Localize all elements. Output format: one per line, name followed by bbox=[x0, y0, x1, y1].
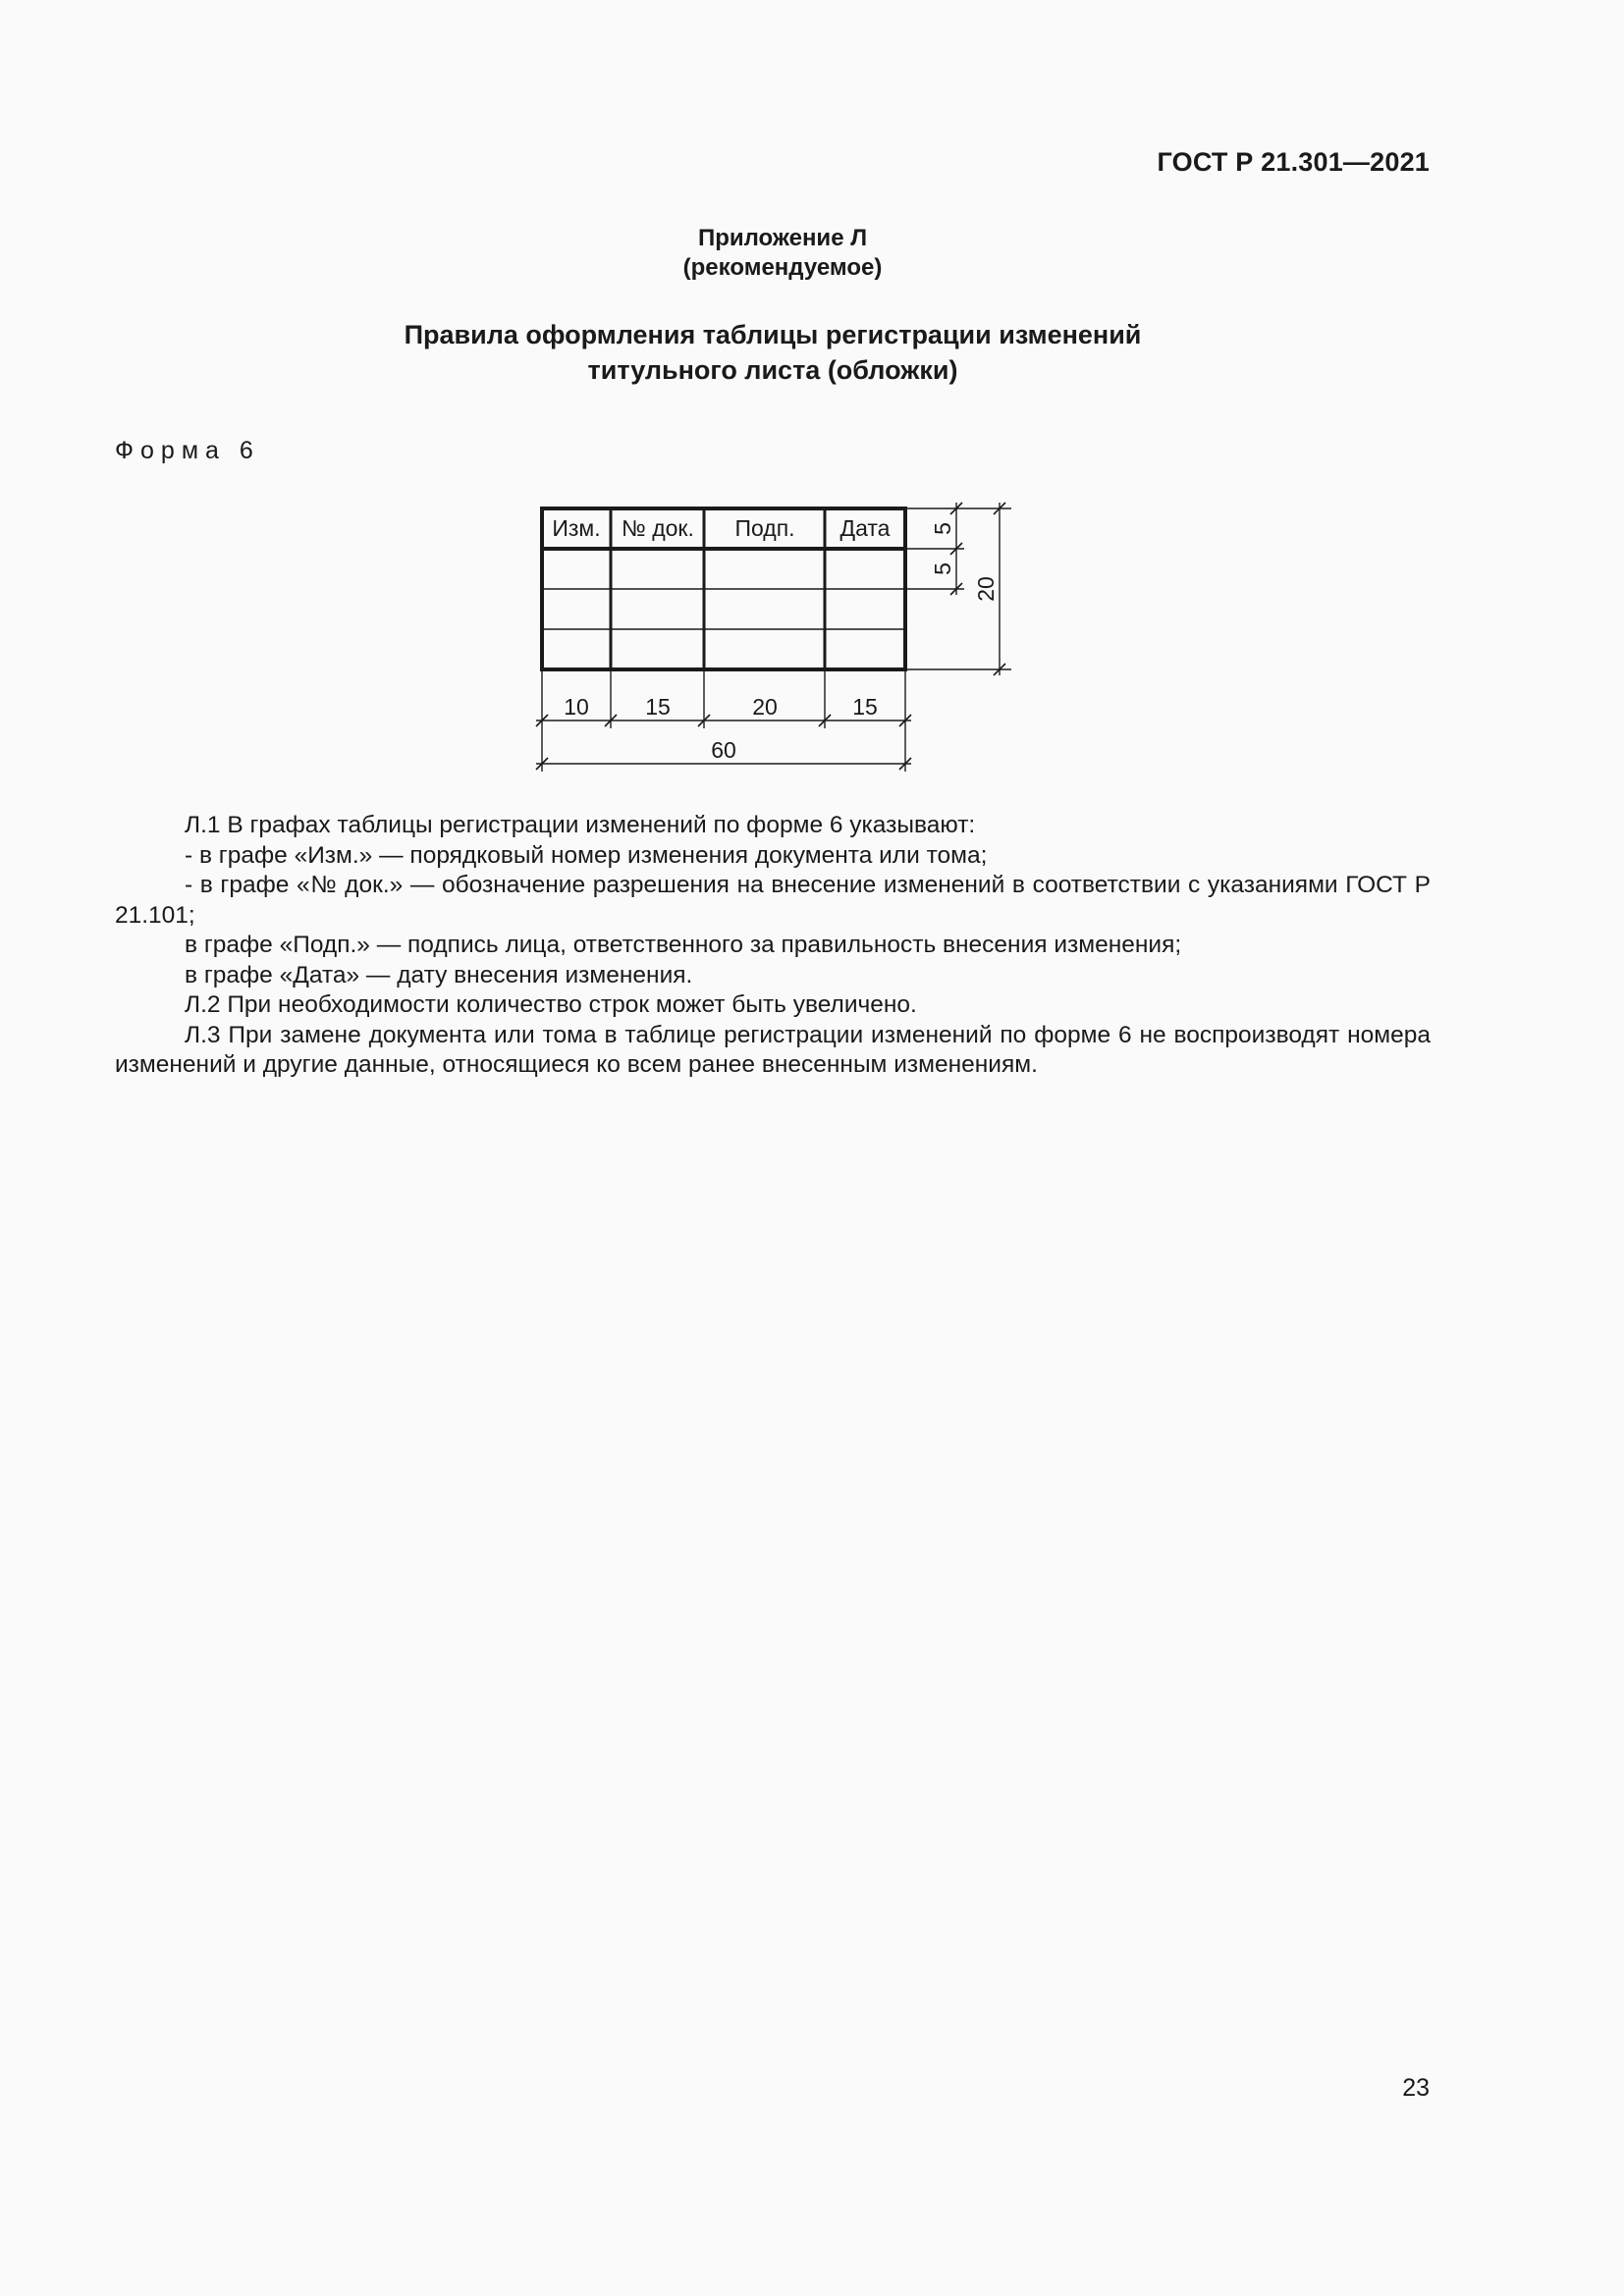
body-text bbox=[115, 811, 1431, 1081]
dimension-tick bbox=[819, 715, 831, 726]
paragraph: в графе «Дата» — дату внесения изменения. bbox=[185, 961, 693, 988]
appendix-title: Приложение Л bbox=[697, 225, 868, 251]
section-title-line2: титульного листа (обложки) bbox=[587, 355, 958, 385]
paragraph: в графе «Подп.» — подпись лица, ответственного за правильность внесения изменения; bbox=[185, 932, 1182, 958]
dimension-tick bbox=[899, 715, 911, 726]
total-height-label: 20 bbox=[973, 576, 999, 602]
dimension-tick bbox=[950, 583, 962, 595]
dimension-tick bbox=[605, 715, 617, 726]
appendix-heading bbox=[0, 224, 1565, 283]
column-header: № док. bbox=[622, 515, 694, 541]
column-width-label: 15 bbox=[852, 694, 878, 720]
column-width-label: 15 bbox=[645, 694, 671, 720]
dimension-tick bbox=[536, 758, 548, 770]
document-code: ГОСТ Р 21.301—2021 bbox=[1157, 147, 1430, 177]
dimension-tick bbox=[950, 503, 962, 514]
total-width-label: 60 bbox=[711, 737, 736, 763]
section-title bbox=[0, 317, 1545, 388]
dimension-tick bbox=[536, 715, 548, 726]
row-height-label: 5 bbox=[930, 562, 955, 575]
column-header: Подп. bbox=[734, 515, 795, 541]
dimension-tick bbox=[698, 715, 710, 726]
dimension-tick bbox=[899, 758, 911, 770]
column-header: Изм. bbox=[552, 515, 601, 541]
dimension-tick bbox=[994, 664, 1005, 675]
appendix-subtitle: (рекомендуемое) bbox=[682, 254, 883, 281]
dimension-tick bbox=[994, 503, 1005, 514]
paragraph: Л.3 При замене документа или тома в таблице регистрации изменений по форме 6 не воспроизводят номера изменений и другие данные, относящиеся ко всем ранее внесенным изменениям. bbox=[115, 1021, 1431, 1078]
dimension-tick bbox=[950, 543, 962, 555]
page-number: 23 bbox=[1402, 2074, 1430, 2102]
paragraph: Л.1 В графах таблицы регистрации изменений по форме 6 указывают: bbox=[185, 812, 976, 838]
section-title-line1: Правила оформления таблицы регистрации изменений bbox=[404, 320, 1142, 349]
table-frame bbox=[542, 508, 905, 669]
form-label: Форма 6 bbox=[115, 437, 260, 464]
paragraph: - в графе «Изм.» — порядковый номер изменения документа или тома; bbox=[185, 841, 988, 869]
paragraph: Л.2 При необходимости количество строк может быть увеличено. bbox=[185, 991, 917, 1018]
paragraph: - в графе «№ док.» — обозначение разрешения на внесение изменений в соответствии с указаниями ГОСТ Р 21.101; bbox=[115, 872, 1431, 929]
row-height-label: 5 bbox=[930, 522, 955, 535]
column-width-label: 20 bbox=[752, 694, 778, 720]
column-width-label: 10 bbox=[564, 694, 589, 720]
column-header: Дата bbox=[839, 515, 891, 541]
